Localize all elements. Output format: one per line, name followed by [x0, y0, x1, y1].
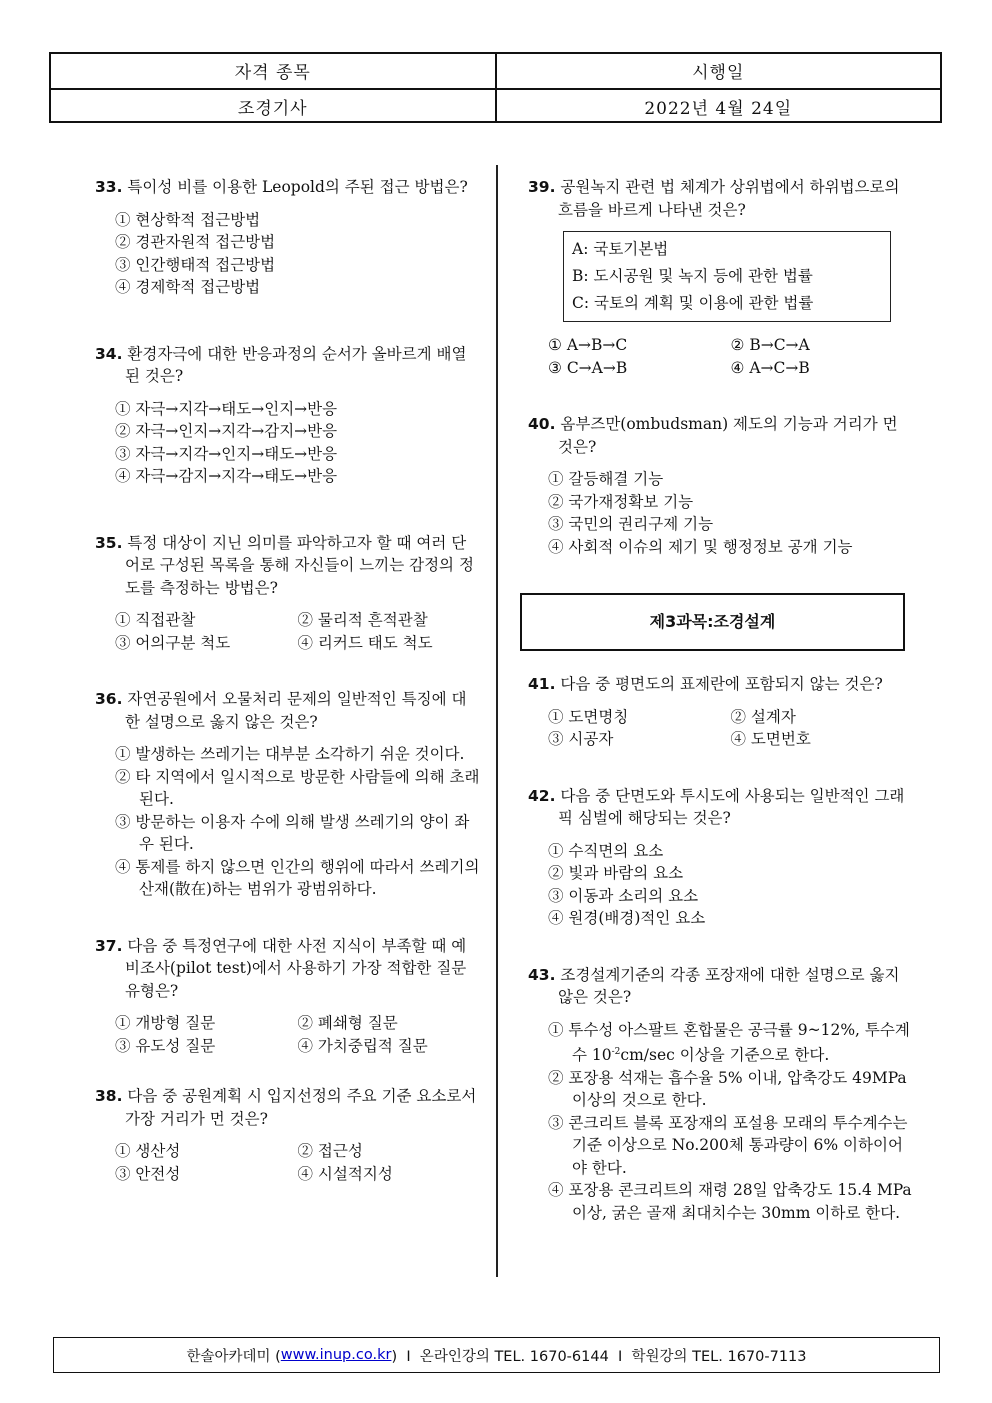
question-43 [528, 964, 913, 1225]
question-34 [95, 343, 480, 488]
question-35 [95, 532, 480, 655]
question-stem: 다음 중 공원계획 시 입지선정의 주요 기준 요소로서 가장 거리가 먼 것은? [125, 1087, 477, 1128]
question-36 [95, 688, 480, 901]
options [528, 334, 913, 379]
question-number: 36. [95, 690, 123, 708]
option: ③ 인간행태적 접근방법 [115, 255, 276, 274]
question-40 [528, 413, 913, 558]
option: ④ 리커드 태도 척도 [297, 633, 433, 652]
option: ① 발생하는 쓰레기는 대부분 소각하기 쉬운 것이다. [115, 745, 465, 763]
box-item: A: 국토기본법 [572, 240, 669, 258]
option: ④ 사회적 이슈의 제기 및 행정정보 공개 기능 [548, 537, 853, 556]
option: ② 접근성 [297, 1142, 363, 1160]
question-42 [528, 785, 913, 930]
question-41 [528, 673, 913, 751]
option: ③ 이동과 소리의 요소 [548, 886, 699, 905]
question-number: 43. [528, 965, 556, 984]
exam-header-table [49, 52, 942, 123]
question-number: 42. [528, 786, 556, 805]
column-divider [496, 165, 498, 1277]
option: ② 포장용 석재는 흡수율 5% 이내, 압축강도 49MPa 이상의 것으로 한다. [548, 1068, 907, 1110]
option: ② 설계자 [730, 707, 796, 726]
options [528, 468, 913, 558]
footer-website-link[interactable]: www.inup.co.kr [280, 1347, 392, 1363]
footer-contact: ) I 온라인강의 TEL. 1670-6144 I 학원강의 TEL. 1670-7113 [391, 1348, 807, 1365]
option: ④ 도면번호 [730, 730, 811, 748]
question-39 [528, 176, 913, 379]
option: ② 경관자원적 접근방법 [115, 233, 276, 251]
option: ③ 유도성 질문 [115, 1036, 216, 1055]
question-number: 34. [95, 344, 123, 363]
option: ② 빛과 바람의 요소 [548, 864, 684, 882]
option: ① 갈등해결 기능 [548, 470, 664, 488]
subject-title-box: 제3과목:조경설계 [520, 593, 905, 651]
page-footer [53, 1337, 940, 1373]
options [528, 1019, 913, 1225]
option: ① 자극→지각→태도→인지→반응 [115, 399, 338, 418]
law-list-box [563, 231, 891, 322]
option: ③ 방문하는 이용자 수에 의해 발생 쓰레기의 양이 좌우 된다. [115, 812, 470, 853]
right-column [528, 176, 913, 1224]
question-stem: 자연공원에서 오물처리 문제의 일반적인 특징에 대한 설명으로 옳지 않은 것은? [125, 690, 467, 731]
option: ③ 자극→지각→인지→태도→반응 [115, 444, 338, 463]
option: ④ 통제를 하지 않으면 인간의 행위에 따라서 쓰레기의 산재(散在)하는 범위가 광범위하다. [115, 857, 480, 898]
option: ③ 국민의 권리구제 기능 [548, 515, 714, 533]
option: ④ 포장용 콘크리트의 재령 28일 압축강도 15.4 MPa 이상, 굵은 골재 최대치수는 30mm 이하로 한다. [548, 1181, 912, 1222]
question-number: 33. [95, 178, 123, 196]
option: ④ 가치중립적 질문 [297, 1036, 428, 1055]
option: ① 현상학적 접근방법 [115, 210, 261, 229]
options [95, 1012, 480, 1057]
option: ③ 시공자 [548, 730, 614, 748]
option: ④ 자극→감지→지각→태도→반응 [115, 467, 338, 485]
options [95, 1140, 480, 1185]
option: ④ 시설적지성 [297, 1164, 393, 1183]
question-38 [95, 1085, 480, 1185]
options [95, 398, 480, 488]
option: ② 물리적 흔적관찰 [297, 611, 428, 629]
options [95, 743, 480, 901]
box-item: C: 국토의 계획 및 이용에 관한 법률 [572, 294, 814, 312]
options [95, 609, 480, 654]
question-number: 38. [95, 1087, 123, 1105]
option: ④ 원경(배경)적인 요소 [548, 909, 706, 927]
option: ② 자극→인지→지각→감지→반응 [115, 422, 338, 440]
option: ① 생산성 [115, 1142, 181, 1160]
header-label-subject: 자격 종목 [234, 63, 311, 84]
options [528, 706, 913, 751]
question-stem: 다음 중 평면도의 표제란에 포함되지 않는 것은? [560, 675, 883, 693]
option: ③ 콘크리트 블록 포장재의 포설용 모래의 투수계수는 기준 이상으로 No.200체 통과량이 6% 이하이어야 한다. [548, 1113, 908, 1177]
question-number: 39. [528, 178, 556, 196]
question-stem: 조경설계기준의 각종 포장재에 대한 설명으로 옳지 않은 것은? [558, 965, 900, 1006]
option: ① 개방형 질문 [115, 1014, 216, 1032]
option: ① 직접관찰 [115, 611, 196, 629]
question-stem: 다음 중 특정연구에 대한 사전 지식이 부족할 때 예비조사(pilot test)에서 사용하기 가장 적합한 질문 유형은? [125, 936, 467, 1000]
box-item: B: 도시공원 및 녹지 등에 관한 법률 [572, 267, 813, 285]
option: ③ 어의구분 척도 [115, 633, 231, 652]
options [528, 840, 913, 930]
option: ① 투수성 아스팔트 혼합물은 공극률 9~12%, 투수계수 $10^{-2}cm/\sec$ 이상을 기준으로 한다. [548, 1020, 910, 1065]
option: ① 수직면의 요소 [548, 841, 664, 860]
option: ③ 안전성 [115, 1164, 181, 1183]
option: ③ C→A→B [548, 358, 628, 377]
question-37 [95, 935, 480, 1058]
option: ② 국가재정확보 기능 [548, 492, 694, 511]
question-stem: 환경자극에 대한 반응과정의 순서가 올바르게 배열된 것은? [125, 344, 467, 385]
header-value-date: 2022년 4월 24일 [495, 90, 941, 124]
option: ② 폐쇄형 질문 [297, 1014, 398, 1032]
question-33 [95, 176, 480, 299]
question-number: 41. [528, 675, 556, 693]
option: ① A→B→C [548, 336, 628, 354]
option: ① 도면명칭 [548, 707, 629, 726]
footer-academy: 한솔아카데미 ( [186, 1348, 281, 1365]
question-stem: 옴부즈만(ombudsman) 제도의 기능과 거리가 먼 것은? [558, 415, 898, 456]
header-value-subject: 조경기사 [237, 98, 308, 119]
header-label-date: 시행일 [495, 54, 941, 88]
question-stem: 특정 대상이 지닌 의미를 파악하고자 할 때 여러 단어로 구성된 목록을 통해 자신들이 느끼는 감정의 정도를 측정하는 방법은? [125, 533, 474, 597]
option: ④ 경제학적 접근방법 [115, 278, 261, 296]
left-column [95, 176, 480, 1185]
option: ② B→C→A [730, 336, 810, 354]
question-stem: 특이성 비를 이용한 Leopold의 주된 접근 방법은? [127, 178, 468, 196]
options [95, 209, 480, 299]
question-number: 37. [95, 936, 123, 955]
option: ④ A→C→B [730, 358, 810, 377]
question-stem: 다음 중 단면도와 투시도에 사용되는 일반적인 그래픽 심벌에 해당되는 것은? [558, 786, 905, 827]
question-number: 35. [95, 533, 123, 552]
question-number: 40. [528, 415, 556, 433]
option: ② 타 지역에서 일시적으로 방문한 사람들에 의해 초래된다. [115, 767, 480, 808]
question-stem: 공원녹지 관련 법 체계가 상위법에서 하위법으로의 흐름을 바르게 나타낸 것은? [558, 178, 900, 219]
